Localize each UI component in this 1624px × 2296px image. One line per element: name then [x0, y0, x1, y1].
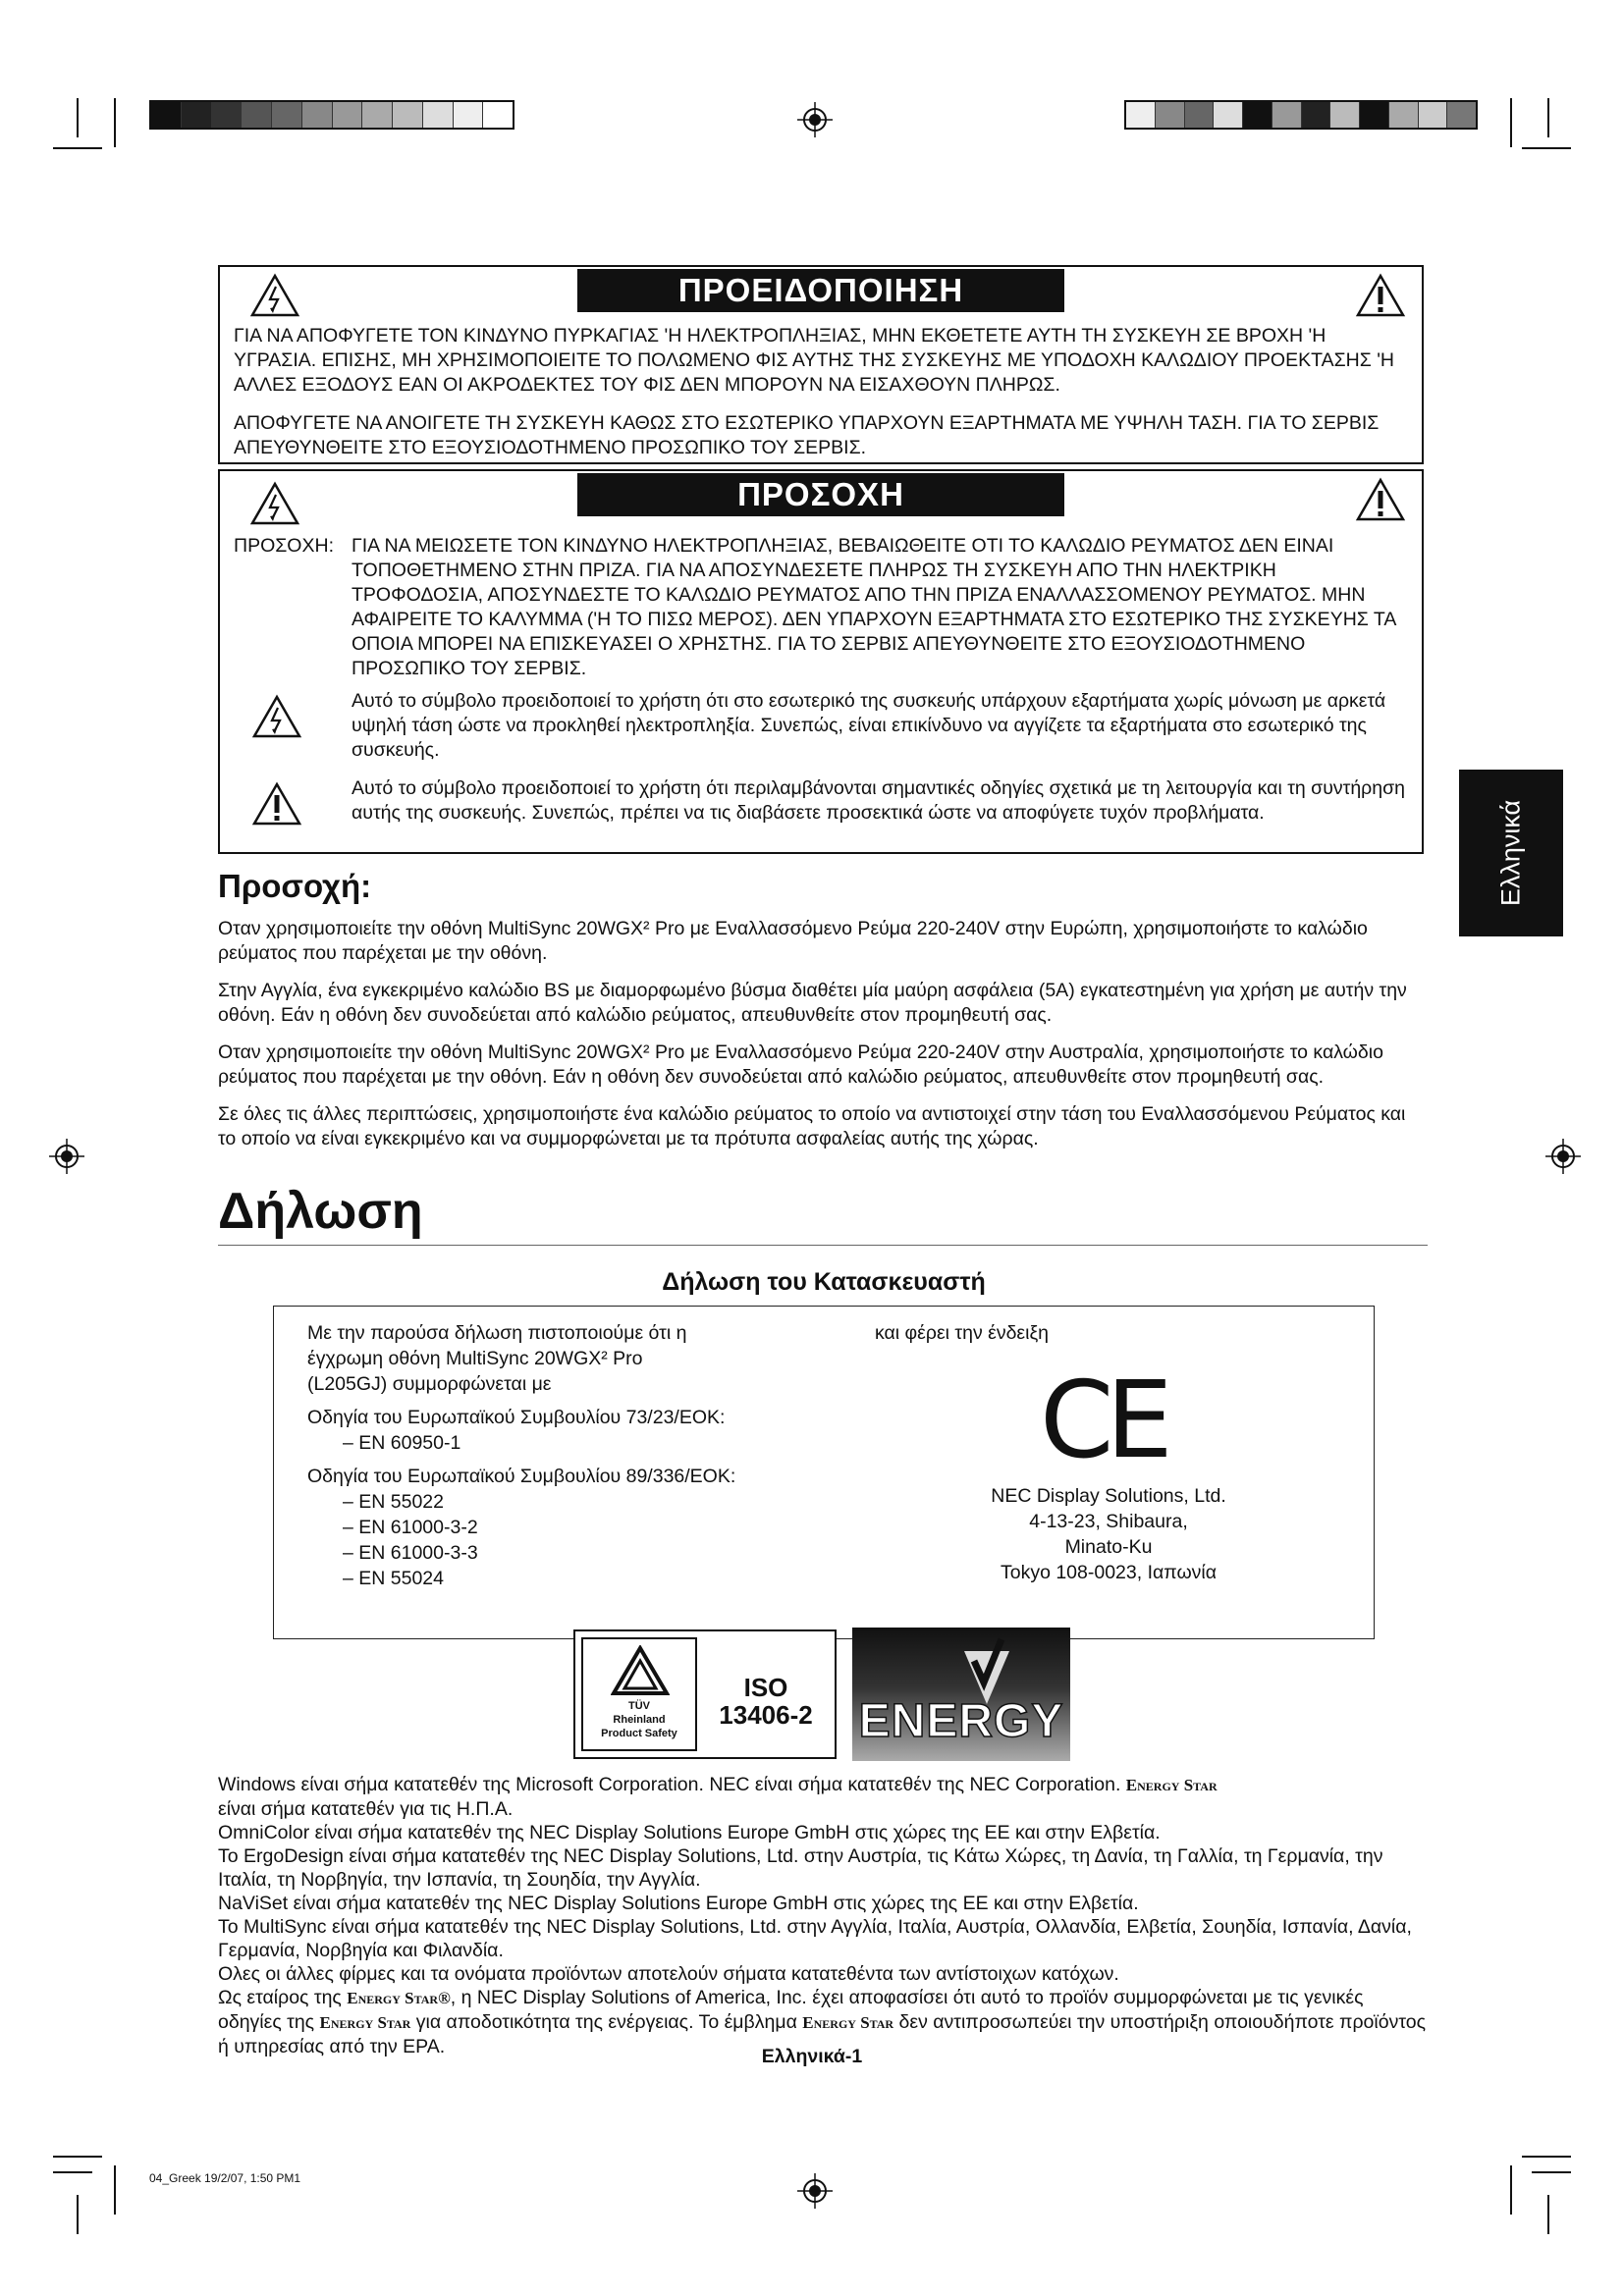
caution-label: ΠΡΟΣΟΧΗ: — [234, 535, 334, 557]
side-tab-label: Ελληνικά — [1495, 799, 1526, 907]
caution-paragraph-1: ΓΙΑ ΝΑ ΜΕΙΩΣΕΤΕ ΤΟΝ ΚΙΝΔΥΝΟ ΗΛΕΚΤΡΟΠΛΗΞΙΑΣ, ΒΕΒΑΙΩΘΕΙΤΕ ΟΤΙ ΤΟ ΚΑΛΩΔΙΟ ΡΕΥΜΑΤΟΣ ΔΕΝ ΕΙΝΑΙ ΤΟΠΟΘΕΤΗΜΕΝΟ ΣΤΗΝ ΠΡΙΖΑ. ΓΙΑ ΝΑ ΑΠΟΣΥΝΔΕΣΕΤΕ ΠΛΗΡΩΣ ΤΗ ΣΥΣΚΕΥΗ ΑΠΟ ΤΗΝ ΗΛΕΚΤΡΙΚΗ ΤΡΟΦΟΔΟΣΙΑ, ΑΠΟΣΥΝΔΕΣΤΕ ΤΟ ΚΑΛΩΔΙΟ ΡΕΥΜΑΤΟΣ ΑΠΟ ΤΗΝ ΠΡΙΖΑ ΕΝΑΛΛΑΣΣΟΜΕΝΟΥ ΡΕΥΜΑΤΟΣ. ΜΗΝ ΑΦΑΙΡΕΙΤΕ ΤΟ ΚΑΛΥΜΜΑ ('Η ΤΟ ΠΙΣΩ ΜΕΡΟΣ). ΔΕΝ ΥΠΑΡΧΟΥΝ ΕΞΑΡΤΗΜΑΤΑ ΣΤΟ ΕΣΩΤΕΡΙΚΟ ΤΗΣ ΣΥΣΚΕΥΗΣ ΤΑ ΟΠΟΙΑ ΜΠΟΡΕΙ ΝΑ ΕΠΙΣΚΕΥΑΣΕΙ Ο ΧΡΗΣΤΗΣ. ΓΙΑ ΤΟ ΣΕΡΒΙΣ ΑΠΕΥΘΥΝΘΕΙΤΕ ΣΤΟ ΕΞΟΥΣΙΟΔΟΤΗΜΕΝΟ ΠΡΟΣΩΠΙΚΟ ΤΟΥ ΣΕΡΒΙΣ. — [352, 535, 1396, 679]
trademark-notes: Windows είναι σήμα κατατεθέν της Microsoft Corporation. NEC είναι σήμα κατατεθέν της NEC Corporation. Energy Star είναι σήμα κατατεθέν για τις Η.Π.Α. OmniColor είναι σήμα κατατεθέν της NEC Display Solutions Europe GmbH στις χώρες της ΕΕ και στην Ελβετία. Το ErgoDesign είναι σήμα κατατεθέν της NEC Display Solutions, Ltd. στην Αυστρία, τις Κάτω Χώρες, τη Δανία, τη Γαλλία, τη Γερμανία, την Ιταλία, τη Νορβηγία, την Ισπανία, τη Σουηδία, την Αγγλία. NaViSet είναι σήμα κατατεθέν της NEC Display Solutions Europe GmbH στις χώρες της ΕΕ και στην Ελβετία. Το MultiSync είναι σήμα κατατεθέν της NEC Display Solutions, Ltd. στην Αγγλία, Ιταλία, Αυστρία, Ολλανδία, Ελβετία, Σουηδία, Ισπανία, Δανία, Γερμανία, Νορβηγία και Φιλανδία. Ολες οι άλλες φίρμες και τα ονόματα προϊόντων αποτελούν σήματα κατατεθέντα των αντίστοιχων κατόχων. Ως εταίρος της Energy Star®, η NEC Display Solutions of America, Inc. έχει αποφασίσει ότι αυτό το προϊόν συμμορφώνεται με τις γενικές οδηγίες της Energy Star για αποδοτικότητα της ενέργειας. Το έμβλημα Energy Star δεν αντιπροσωπεύει την υποστήριξη οποιουδήποτε προϊόντος ή υπηρεσίας από την EPA. — [218, 1774, 1427, 2057]
registration-mark-left — [49, 1139, 84, 1174]
declaration-title: Δήλωση του Κατασκευαστή — [662, 1268, 986, 1296]
declaration-left: Με την παρούσα δήλωση πιστοποιούμε ότι η έγχρωμη οθόνη MultiSync 20WGX² Pro (L205GJ) συμμορφώνεται με Οδηγία του Ευρωπαϊκού Συμβουλίου 73/23/ΕΟΚ: – EN 60950-1 Οδηγία του Ευρωπαϊκού Συμβουλίου 89/336/ΕΟΚ: – EN 55022 – EN 61000-3-2 – EN 61000-3-3 – EN 55024 — [307, 1320, 857, 1591]
prosoxi-paragraph: Οταν χρησιμοποιείτε την οθόνη MultiSync 20WGX² Pro με Εναλλασσόμενο Ρεύμα 220-240V στην Ευρώπη, χρησιμοποιήστε το καλώδιο ρεύματος που παρέχεται με την οθόνη. — [218, 918, 1368, 964]
high-voltage-icon — [249, 273, 300, 318]
directive-1: Οδηγία του Ευρωπαϊκού Συμβουλίου 73/23/ΕΟΚ: — [307, 1407, 726, 1428]
energy-star-logo: ENERGY — [852, 1628, 1070, 1761]
mark-label: και φέρει την ένδειξη — [875, 1322, 1050, 1344]
registration-mark-bottom — [797, 2173, 833, 2209]
manufacturer-address: NEC Display Solutions, Ltd. 4-13-23, Shibaura, Minato-Ku Tokyo 108-0023, Ιαπωνία — [991, 1485, 1226, 1583]
exclamation-icon — [251, 781, 302, 827]
dilosi-heading: Δήλωση — [218, 1183, 423, 1240]
caution-title: ΠΡΟΣΟΧΗ — [577, 473, 1064, 516]
prosoxi-paragraphs — [218, 917, 1426, 1164]
tuv-triangle-icon — [611, 1645, 670, 1696]
iso-block: ISO 13406-2 — [719, 1673, 813, 1730]
declaration-box — [273, 1306, 1375, 1639]
warning-paragraph-1: ΓΙΑ ΝΑ ΑΠΟΦΥΓΕΤΕ ΤΟΝ ΚΙΝΔΥΝΟ ΠΥΡΚΑΓΙΑΣ 'Η ΗΛΕΚΤΡΟΠΛΗΞΙΑΣ, ΜΗΝ ΕΚΘΕΤΕΤΕ ΑΥΤΗ ΤΗ ΣΥΣΚΕΥΗ ΣΕ ΒΡΟΧΗ 'Η ΥΓΡΑΣΙΑ. ΕΠΙΣΗΣ, ΜΗ ΧΡΗΣΙΜΟΠΟΙΕΙΤΕ ΤΟ ΠΟΛΩΜΕΝΟ ΦΙΣ ΑΥΤΗΣ ΤΗΣ ΣΥΣΚΕΥΗΣ ΜΕ ΥΠΟΔΟΧΗ ΚΑΛΩΔΙΟΥ ΠΡΟΕΚΤΑΣΗΣ 'Η ΑΛΛΕΣ ΕΞΟΔΟΥΣ ΕΑΝ ΟΙ ΑΚΡΟΔΕΚΤΕΣ ΤΟΥ ΦΙΣ ΔΕΝ ΜΠΟΡΟΥΝ ΝΑ ΕΙΣΑΧΘΟΥΝ ΠΛΗΡΩΣ. — [234, 325, 1394, 396]
right-color-bar — [1124, 100, 1478, 130]
prosoxi-paragraph: Στην Αγγλία, ένα εγκεκριμένο καλώδιο BS με διαμορφωμένο βύσμα διαθέτει μία μαύρη ασφάλεια (5A) εγκατεστημένη για χρήση με αυτήν την οθόνη. Εάν η οθόνη δεν συνοδεύεται από καλώδιο ρεύματος, απευθυνθείτε στον προμηθευτή σας. — [218, 980, 1407, 1026]
tuv-iso-logo — [573, 1629, 837, 1759]
caution-text — [352, 534, 1412, 681]
print-slug: 04_Greek 19/2/07, 1:50 PM1 — [149, 2171, 301, 2185]
page-number: Ελληνικά-1 — [761, 2046, 863, 2067]
caution-box — [218, 469, 1424, 854]
ce-mark: CE — [1040, 1360, 1165, 1482]
section-divider — [218, 1245, 1428, 1246]
warning-title: ΠΡΟΕΙΔΟΠΟΙΗΣΗ — [577, 269, 1064, 312]
directive-2: Οδηγία του Ευρωπαϊκού Συμβουλίου 89/336/ΕΟΚ: — [307, 1466, 736, 1487]
prosoxi-heading: Προσοχή: — [218, 868, 372, 904]
prosoxi-paragraph: Οταν χρησιμοποιείτε την οθόνη MultiSync 20WGX² Pro με Εναλλασσόμενο Ρεύμα 220-240V στην Αυστραλία, χρησιμοποιήστε το καλώδιο ρεύματος που παρέχεται με την οθόνη. Εάν η οθόνη δεν συνοδεύεται από καλώδιο ρεύματος, απευθυνθείτε στον προμηθευτή σας. — [218, 1041, 1383, 1088]
registration-mark-right — [1545, 1139, 1581, 1174]
caution-symbol-text-2: Αυτό το σύμβολο προειδοποιεί το χρήστη ότι περιλαμβάνονται σημαντικές οδηγίες σχετικά με τη λειτουργία και τη συντήρηση αυτής της συσκευής. Συνεπώς, πρέπει να τις διαβάσετε προσεκτικά ώστε να αποφύγετε τυχόν προβλήματα. — [352, 777, 1405, 824]
high-voltage-icon — [251, 694, 302, 739]
exclamation-icon — [1355, 273, 1406, 318]
tuv-block: TÜV Rheinland Product Safety — [581, 1637, 697, 1751]
exclamation-icon — [1355, 477, 1406, 522]
caution-symbol-text-1: Αυτό το σύμβολο προειδοποιεί το χρήστη ότι στο εσωτερικό της συσκευής υπάρχουν εξαρτήματα χωρίς μόνωση με αρκετά υψηλή τάση ώστε να προκληθεί ηλεκτροπληξία. Συνεπώς, είναι επικίνδυνο να αγγίζετε τα εξαρτήματα στο εσωτερικό της συσκευής. — [352, 690, 1386, 761]
warning-paragraph-2: ΑΠΟΦΥΓΕΤΕ ΝΑ ΑΝΟΙΓΕΤΕ ΤΗ ΣΥΣΚΕΥΗ ΚΑΘΩΣ ΣΤΟ ΕΣΩΤΕΡΙΚΟ ΥΠΑΡΧΟΥΝ ΕΞΑΡΤΗΜΑΤΑ ΜΕ ΥΨΗΛΗ ΤΑΣΗ. ΓΙΑ ΤΟ ΣΕΡΒΙΣ ΑΠΕΥΘΥΝΘΕΙΤΕ ΣΤΟ ΕΞΟΥΣΙΟΔΟΤΗΜΕΝΟ ΠΡΟΣΩΠΙΚΟ ΤΟΥ ΣΕΡΒΙΣ. — [234, 412, 1380, 458]
left-color-bar — [149, 100, 514, 130]
warning-text — [234, 324, 1408, 460]
high-voltage-icon — [249, 481, 300, 526]
registration-mark-top — [797, 102, 833, 137]
language-side-tab — [1459, 770, 1563, 936]
warning-box — [218, 265, 1424, 464]
prosoxi-paragraph: Σε όλες τις άλλες περιπτώσεις, χρησιμοποιήστε ένα καλώδιο ρεύματος το οποίο να αντιστοιχεί στην τάση του Εναλλασσόμενου Ρεύματος και το οποίο να είναι εγκεκριμένο και να συμμορφώνεται με τα πρότυπα ασφαλείας αυτής της χώρας. — [218, 1103, 1406, 1149]
